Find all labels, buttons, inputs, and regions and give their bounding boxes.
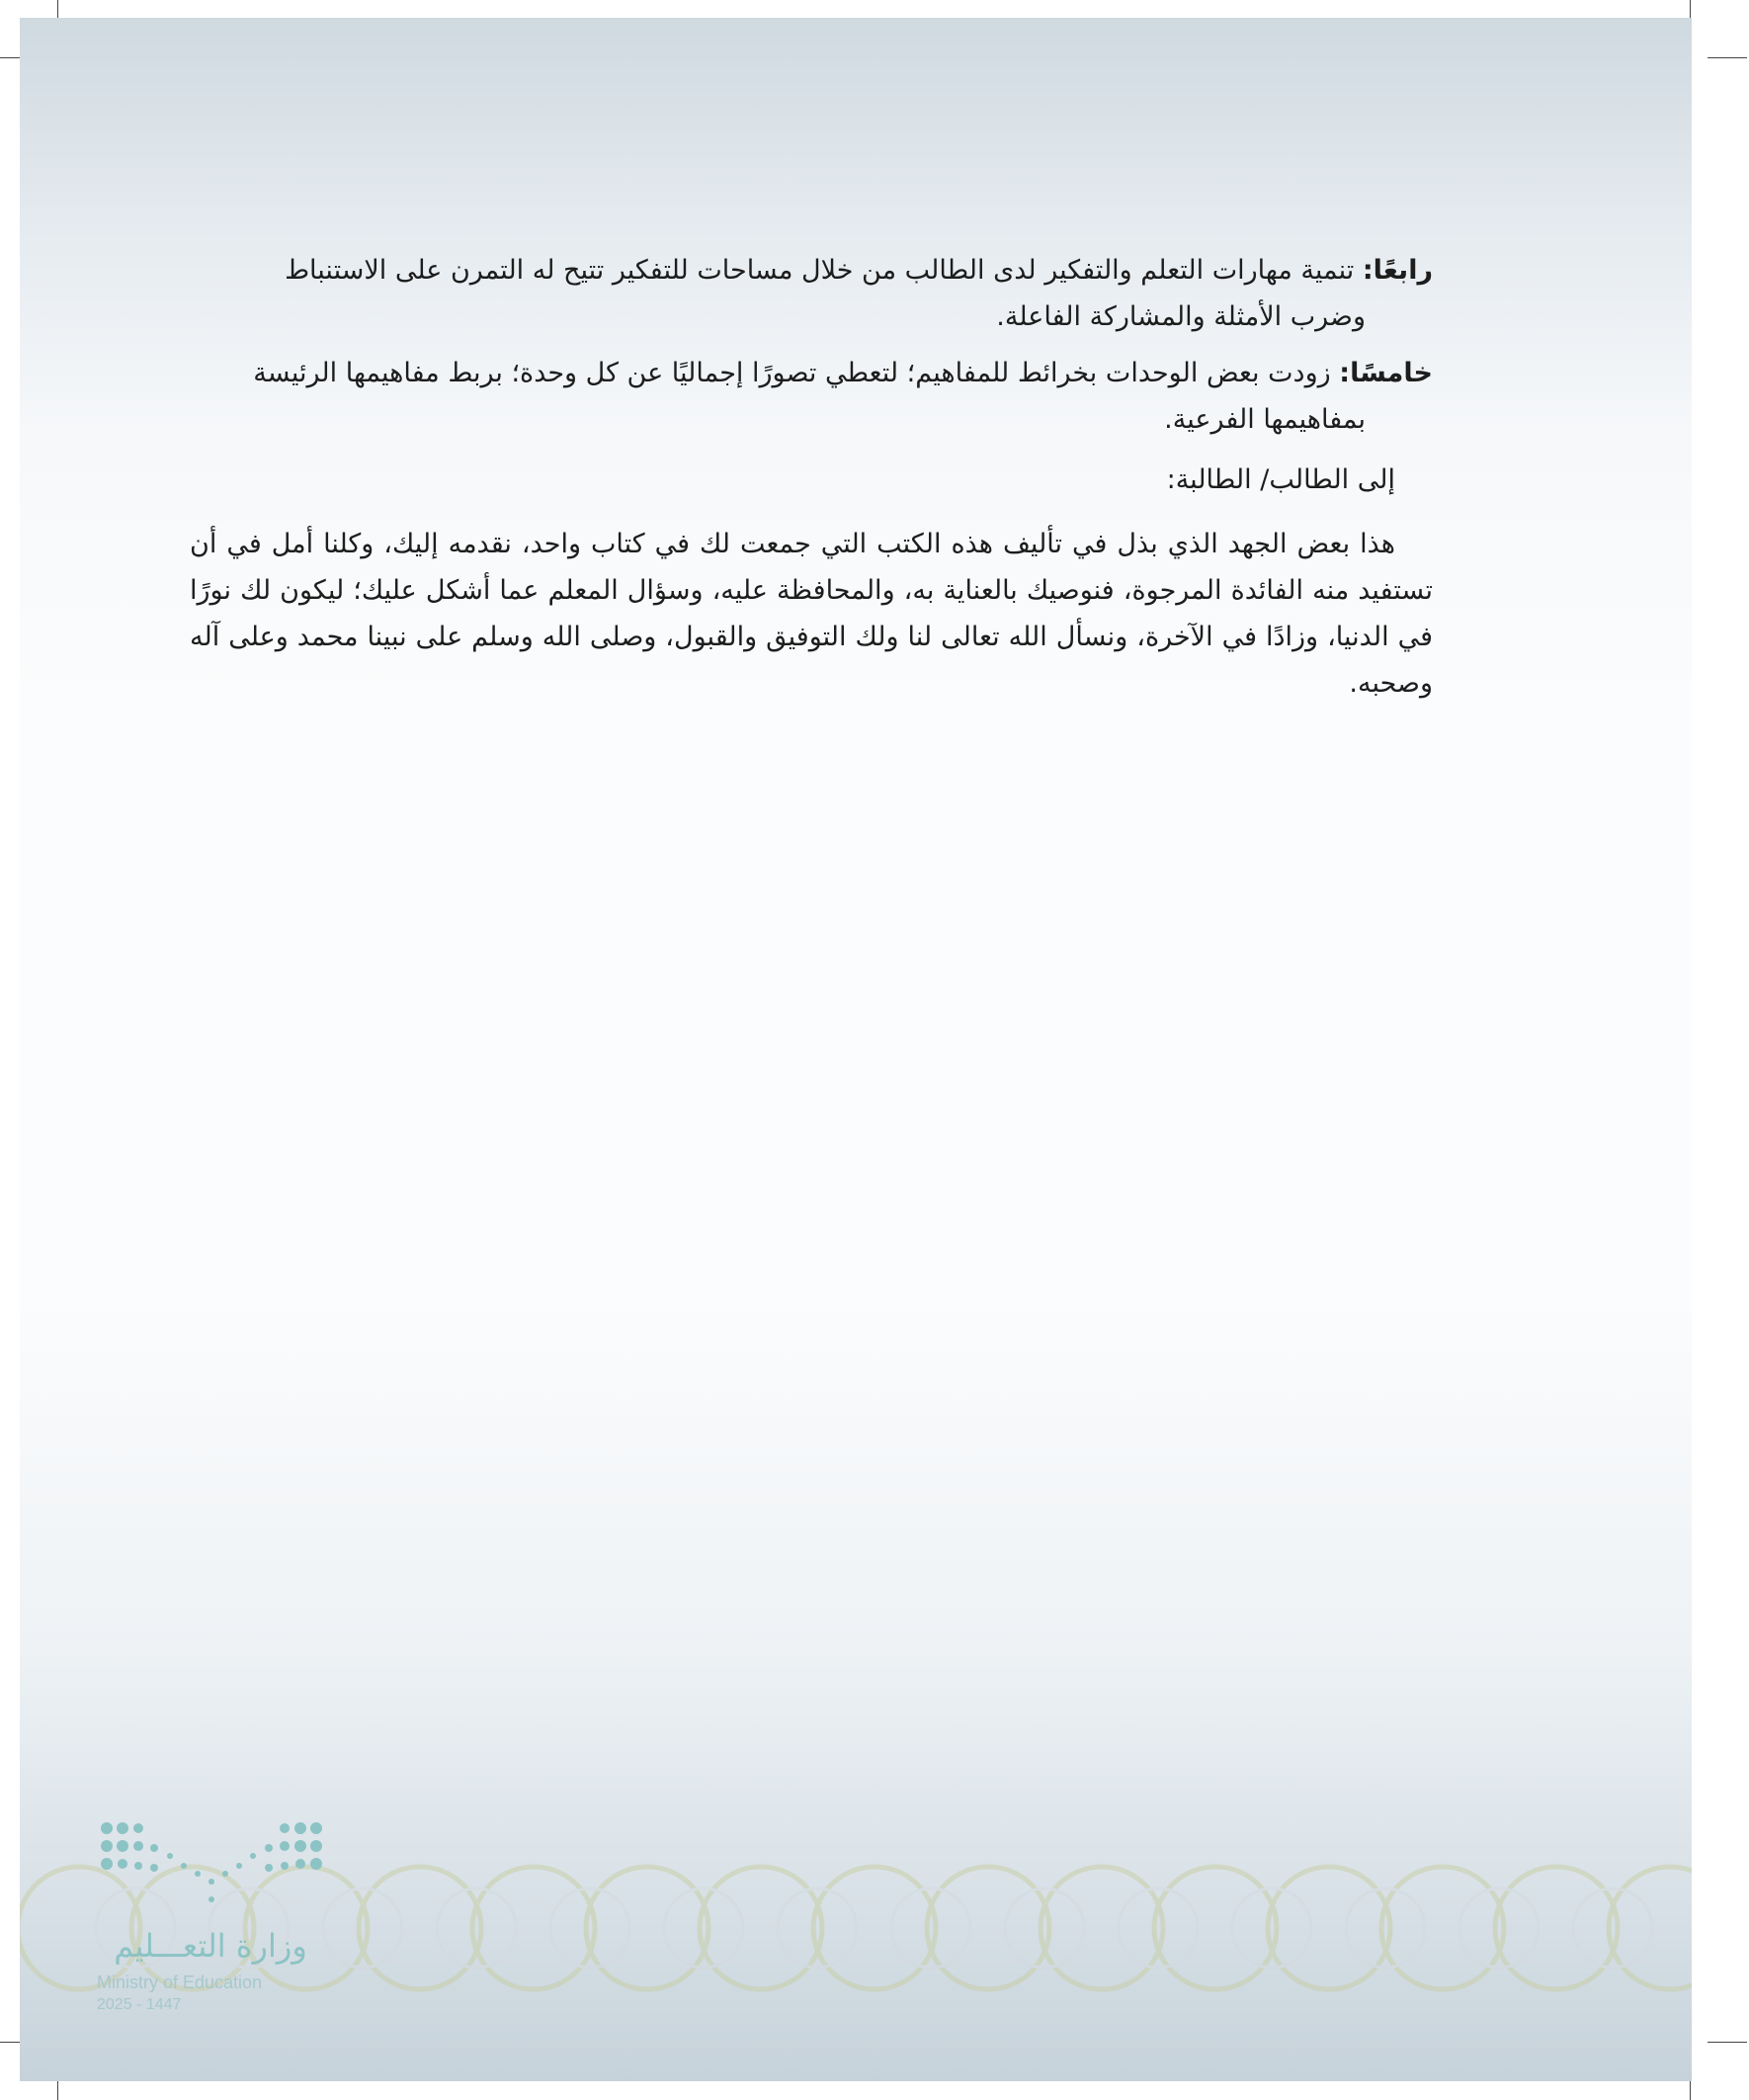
crop-mark (1707, 57, 1747, 58)
crop-mark (1707, 2042, 1747, 2043)
paragraph-lead: رابعًا: (1362, 255, 1433, 286)
paragraph-text: زودت بعض الوحدات بخرائط للمفاهيم؛ لتعطي تصورًا إجماليًا عن كل وحدة؛ بربط مفاهيمها الرئيسة (253, 358, 1331, 388)
paragraph-fourth (190, 247, 1433, 340)
ministry-logo (97, 1816, 334, 2034)
book-page (20, 18, 1692, 2081)
paragraph-continuation: وضرب الأمثلة والمشاركة الفاعلة. (996, 301, 1366, 332)
logo-year: 2025 - 1447 (97, 1996, 182, 2013)
logo-dots-icon (97, 1816, 324, 1925)
paragraph-lead: خامسًا: (1339, 358, 1433, 388)
paragraph-text: تنمية مهارات التعلم والتفكير لدى الطالب من خلال مساحات للتفكير تتيح له التمرن على الاستنباط (285, 255, 1355, 286)
student-message: هذا بعض الجهد الذي بذل في تأليف هذه الكتب التي جمعت لك في كتاب واحد، نقدمه إليك، وكلنا أمل في أن تستفيد منه الفائدة المرجوة، فنوصيك بالعناية به، والمحافظة عليه، وسؤال المعلم عما أشكل عليك؛ ليكون لك نورًا في الدنيا، وزادًا في الآخرة، ونسأل الله تعالى لنا ولك التوفيق والقبول، وصلى الله وسلم على نبينا محمد وعلى آله وصحبه. (190, 529, 1433, 699)
page-content (190, 247, 1433, 716)
logo-arabic-name: وزارة التعـــليم (114, 1927, 307, 1965)
paragraph-continuation: بمفاهيمها الفرعية. (1164, 404, 1366, 435)
paragraph-fifth (190, 350, 1433, 443)
student-heading: إلى الطالب/ الطالبة: (1166, 464, 1395, 495)
logo-english-name: Ministry of Education (97, 1973, 263, 1992)
